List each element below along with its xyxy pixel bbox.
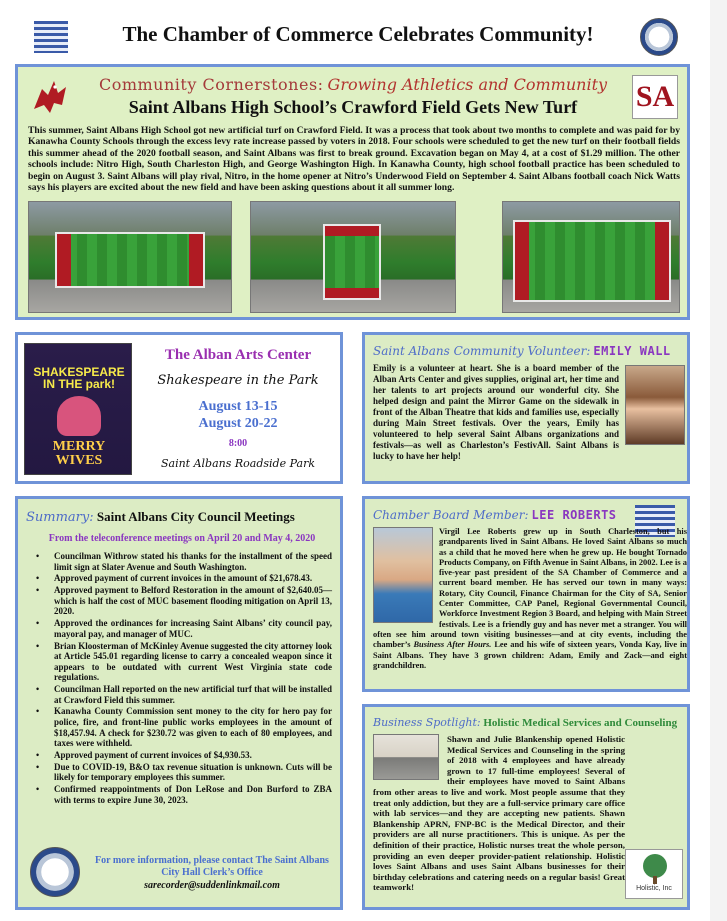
poster-title: MERRY WIVES bbox=[52, 439, 106, 468]
list-item: • Approved payment of current invoices of $4,930.53. bbox=[28, 750, 332, 761]
volunteer-heading bbox=[373, 344, 685, 359]
city-seal-icon bbox=[30, 847, 80, 897]
arts-date: August 13-15 bbox=[198, 399, 278, 414]
arts-subtitle: Shakespeare in the Park bbox=[157, 373, 319, 388]
volunteer-profile bbox=[362, 332, 690, 484]
section-kicker bbox=[78, 75, 628, 95]
volunteer-name: EMILY WALL bbox=[593, 344, 671, 358]
contact-info: For more information, please contact The Saint Albans City Hall Clerk’s Office bbox=[95, 855, 329, 878]
page-header bbox=[0, 0, 727, 60]
event-poster bbox=[24, 343, 132, 475]
council-label: Summary: bbox=[26, 510, 94, 525]
list-item: • Councilman Withrow stated his thanks for the installment of the speed limit sign at Slater Avenue and South Washington. bbox=[28, 551, 332, 572]
list-item: • Due to COVID-19, B&O tax revenue situation is unknown. Cuts will be likely for temporary employees this summer. bbox=[28, 762, 332, 783]
spotlight-label: Business Spotlight: bbox=[373, 716, 481, 729]
field-photo bbox=[28, 201, 232, 313]
board-text: Lee and his wife of sixteen years, Vonda Kay, live in Saint Albans. They have 3 grown children: Adam, Emily and Zack—and eight grandchildren. bbox=[373, 640, 688, 670]
arts-time: 8:00 bbox=[228, 438, 248, 449]
article-body: This summer, Saint Albans High School got new artificial turf on Crawford Field. It was a process that took about two months to complete and was paid for by Kanawha County Schools through the excess levy rate increase passed by voters in 2018. Four schools were scheduled to get the new turf on their football fields this summer ahead of the 2020 football season, and Saint Albans was first to break ground. Excavation began on May 4, at a cost of $1.29 million. The other schools include: Nitro High, South Charleston High, and George Washington High. In Kanawha County, high school football practice has been scheduled to begin on August 3. Saint Albans will play rival, Nitro, in the home opener at Nitro’s Underwood Field on September 4. Saint Albans football coach Nick Watts says his players are excited about the new field and have been asking questions about it all summer long. bbox=[28, 125, 680, 194]
school-logo: SA bbox=[632, 75, 678, 119]
field-photo bbox=[502, 201, 680, 313]
business-spotlight bbox=[362, 704, 690, 910]
list-item: • Brian Kloosterman of McKinley Avenue suggested the city attorney look at Article 545.01 regarding license to carry a concealed weapon since it appears to be outdated with current West Virginia state code regulations. bbox=[28, 641, 332, 683]
city-seal-icon bbox=[640, 18, 678, 56]
red-dragon-logo bbox=[28, 75, 72, 119]
council-summary bbox=[15, 496, 343, 910]
council-title: Saint Albans City Council Meetings bbox=[96, 509, 295, 524]
board-label: Chamber Board Member: bbox=[373, 508, 529, 522]
kicker-label: Community Cornerstones: bbox=[98, 75, 324, 94]
logo-text: Holistic, Inc bbox=[636, 885, 672, 892]
flag-icon bbox=[34, 21, 68, 53]
kicker-theme: Growing Athletics and Community bbox=[327, 75, 608, 94]
arts-title: The Alban Arts Center bbox=[164, 347, 312, 363]
list-item: • Approved payment of current invoices in the amount of $21,678.43. bbox=[28, 573, 332, 584]
board-text-italic: Business After Hours. bbox=[413, 640, 492, 650]
list-item: • Councilman Hall reported on the new artificial turf that will be installed at Crawford Field this summer. bbox=[28, 684, 332, 705]
list-item: • Confirmed reappointments of Don LeRose and Don Burford to ZBA with terms to expire June 30, 2023. bbox=[28, 784, 332, 805]
article-headline: Saint Albans High School’s Crawford Field Gets New Turf bbox=[128, 97, 578, 117]
volunteer-body bbox=[373, 363, 685, 462]
poster-headline: SHAKESPEARE IN THE park! bbox=[33, 365, 125, 391]
volunteer-photo bbox=[625, 365, 685, 445]
volunteer-text: Emily is a volunteer at heart. She is a board member of the Alban Arts Center and gives supplies, original art, her time and her talents to art projects around our wonderful city. She helped design and paint the Mirror Game on the sidewalk in front of the Alban Theatre that kids and families use, especially during Main Street festivals. Over the years, Emily has volunteered to help several Saint Albans organizations and festivals—as well as Charleston’s FestivAll. Saint Albans is lucky to have her help! bbox=[373, 363, 619, 461]
turf-article bbox=[15, 64, 690, 320]
board-member-profile bbox=[362, 496, 690, 692]
list-item: • Kanawha County Commission sent money to the city for hero pay for police, fire, and front-line public works employees in the amount of $18,457.94. A check for $230.72 was given to each of 80 employees, and taxes were withheld. bbox=[28, 706, 332, 748]
spotlight-body bbox=[373, 734, 685, 904]
board-body bbox=[373, 527, 687, 671]
spotlight-heading bbox=[373, 716, 685, 729]
page-title: The Chamber of Commerce Celebrates Community! bbox=[122, 22, 594, 46]
contact-email[interactable]: sarecorder@suddenlinkmail.com bbox=[144, 880, 280, 891]
council-subtitle: From the teleconference meetings on April 20 and May 4, 2020 bbox=[48, 533, 316, 544]
council-list bbox=[28, 551, 332, 807]
arts-venue: Saint Albans Roadside Park bbox=[160, 457, 315, 470]
page-edge bbox=[710, 0, 727, 921]
volunteer-label: Saint Albans Community Volunteer: bbox=[373, 344, 591, 358]
spotlight-text: Shawn and Julie Blankenship opened Holistic Medical Services and Counseling in the spring of 2018 with 4 employees and have already grown to 17 full-time employees! Several of their employees have moved to Saint Albans from other areas to live and work. Most people assume that they treat only addiction, but they are a full-service primary care office with lab services—and they are accepting new patients. Shawn Blankenship APRN, FNP-BC is the Medical Director, and their providers are all nurse practitioners. This is unique. As per the definition of their practice, Holistic nurses treat the whole person, providing an even deeper provider-patient relationship. Holistic loves Saint Albans and uses Saint Albans businesses for their birthday celebrations and catering needs on a regular basis! Great teamwork! bbox=[373, 734, 625, 893]
list-item: • Approved the ordinances for increasing Saint Albans’ city council pay, mayoral pay, and manager of MUC. bbox=[28, 618, 332, 639]
board-text: Virgil Lee Roberts grew up in South Charleston, but his grandparents lived in Saint Albans. He loved Saint Albans so much as a child that he moved here when he grew up. He bought Tornado Products Company, on Fifth Avenue in Saint Albans, in 2002. Lee is a five-year past president of the SA Chamber of Commerce and a current board member. He has served our town in many ways: Rotary, City Council, Finance Chairman for the City of SA, Senior Center Committee, CAP Panel, Regional Governmental Council, Workforce Investment Region 3 Board, and helping with Main Street festivals. Lee is a friendly guy and has never met a stranger. You will often see him around town visiting businesses—and at city events, including the chamber’s bbox=[373, 527, 687, 650]
arts-date: August 20-22 bbox=[198, 416, 278, 431]
spotlight-title: Holistic Medical Services and Counseling bbox=[483, 717, 678, 729]
list-item: • Approved payment to Belford Restoration in the amount of $2,640.05—which is half the cost of MUC basement flooding mitigation on April 13, 2020. bbox=[28, 585, 332, 617]
arts-center-ad bbox=[15, 332, 343, 484]
poster-figure bbox=[57, 396, 101, 436]
field-photo bbox=[250, 201, 456, 313]
council-heading bbox=[26, 509, 338, 525]
board-name: LEE ROBERTS bbox=[531, 508, 617, 522]
